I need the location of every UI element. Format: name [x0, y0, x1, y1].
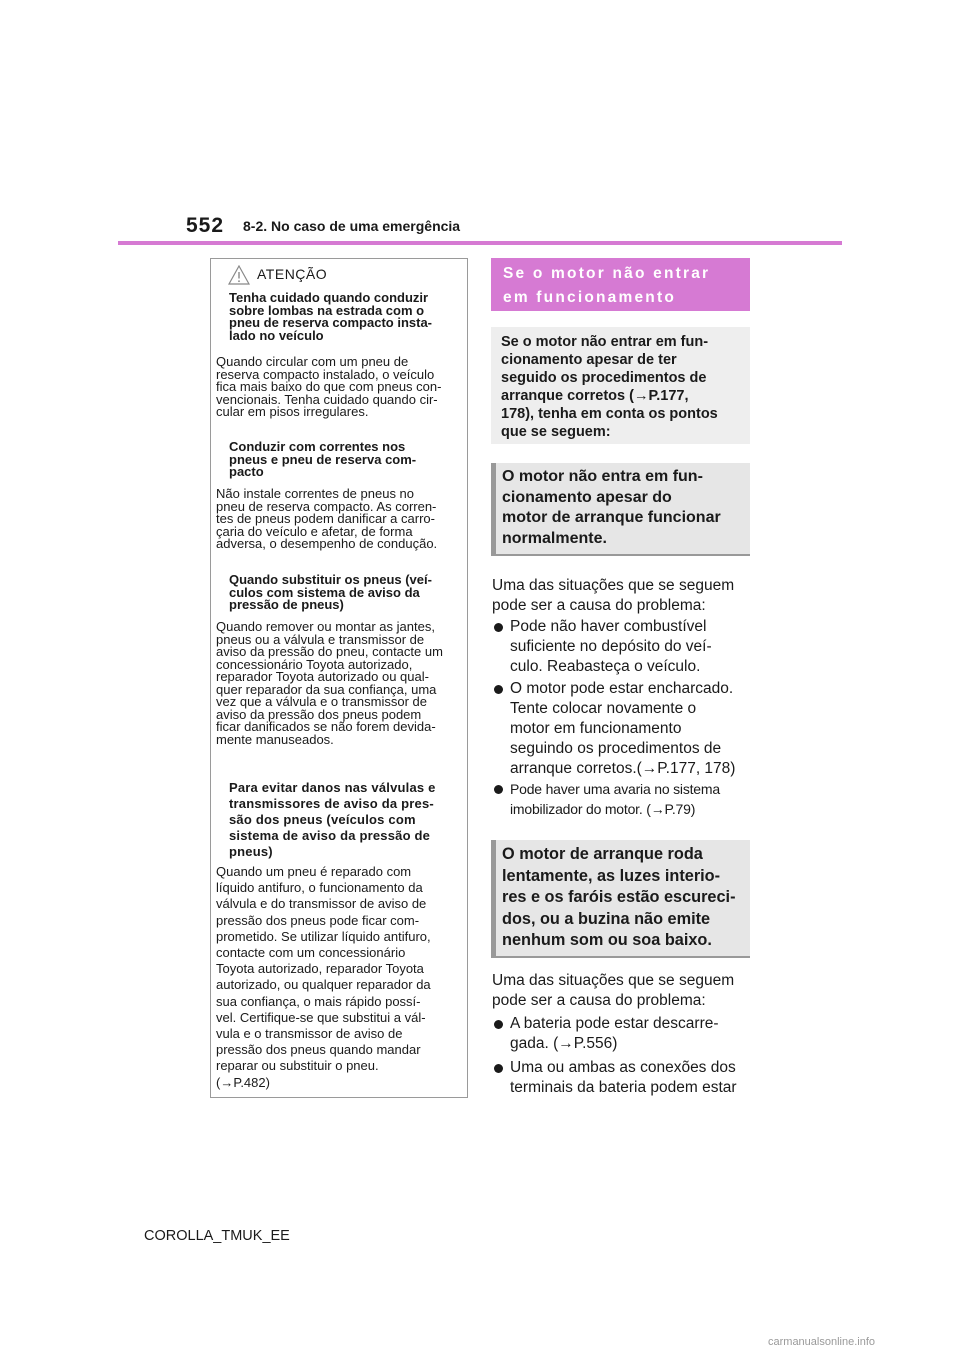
text-line: (→P.482) [216, 1074, 270, 1090]
warning-header [211, 259, 467, 289]
text-line: Para evitar danos nas válvulas e [229, 780, 436, 795]
text-line: culo. Reabasteça o veículo. [510, 658, 701, 675]
text-line: arranque corretos.(→P.177, 178) [510, 760, 736, 777]
text-line: lado no veículo [229, 327, 324, 343]
text-line: ficar danificados se não forem devida- [216, 719, 436, 734]
warning-subheading-speed-bumps [229, 292, 461, 342]
warning-paragraph-speed-bumps [216, 356, 466, 419]
intro-box [491, 327, 750, 444]
text-line: pode ser a causa do problema: [492, 597, 706, 614]
banner-line: Se o motor não entrar [503, 265, 711, 282]
text-line: cionamento apesar do [502, 488, 672, 506]
text-line: O motor pode estar encharcado. [510, 680, 734, 697]
text-line: adversa, o desempenho de condução. [216, 536, 438, 551]
text-line: válvula e do transmissor de aviso de [216, 896, 427, 912]
text-line: gada. (→P.556) [510, 1035, 618, 1052]
text-line: Quando remover ou montar as jantes, [216, 619, 435, 634]
warning-triangle-icon [228, 265, 250, 285]
text-line: sobre lombas na estrada com o [229, 302, 425, 318]
warning-label: ATENÇÃO [257, 266, 328, 282]
text-line: pressão de pneus) [229, 597, 344, 612]
text-line: tes de pneus podem danificar a carro- [216, 511, 435, 526]
list-item-text [510, 679, 735, 779]
text-line: aviso da pressão do pneu, contacte um [216, 644, 443, 659]
text-line: contacte com um concessionário [216, 945, 406, 961]
watermark: carmanualsonline.info [768, 1336, 876, 1348]
text-line: vez que a válvula e o transmissor de [216, 694, 427, 709]
section-banner [491, 258, 750, 311]
causes-intro-2 [492, 971, 754, 1011]
text-line: imobilizador do motor. (→P.79) [510, 801, 696, 817]
text-line: pneu de reserva compacto insta- [229, 315, 433, 330]
text-line: Não instale correntes de pneus no [216, 486, 415, 501]
bullet-icon [494, 785, 503, 794]
warning-paragraph-valve-damage [216, 864, 466, 1091]
text-line: pneus) [229, 844, 273, 859]
warning-box [210, 258, 468, 1098]
text-line: reserva compacto instalado, o veículo [216, 366, 435, 382]
text-line: pneus e pneu de reserva com- [229, 451, 417, 467]
text-line: pode ser a causa do problema: [492, 992, 706, 1009]
text-line: lentamente, as luzes interio- [502, 866, 721, 885]
text-line: O motor não entra em fun- [502, 468, 703, 485]
subheading-slow-starter [491, 840, 750, 958]
text-line: que se seguem: [501, 424, 611, 440]
list-item-text [510, 1058, 737, 1098]
text-line: concessionário Toyota autorizado, [216, 656, 413, 672]
list-item-text [510, 617, 712, 677]
text-line: normalmente. [502, 529, 607, 547]
text-line: cionamento apesar de ter [501, 352, 677, 368]
text-line: prometido. Se utilizar líquido antifuro, [216, 928, 431, 944]
text-line: fica mais baixo do que com pneus con- [216, 379, 442, 394]
text-line: culos com sistema de aviso da [229, 584, 420, 600]
bullet-icon [494, 1064, 503, 1073]
text-line: sistema de aviso da pressão de [229, 828, 431, 843]
text-line: pneu de reserva compacto. As corren- [216, 498, 437, 514]
text-line: çaria do veículo e afetar, de forma [216, 523, 413, 539]
text-line: res e os faróis estão escureci- [502, 888, 736, 906]
text-line: vencionais. Tenha cuidado quando cir- [216, 391, 438, 407]
text-line: pressão dos pneus quando mandar [216, 1042, 421, 1058]
bullet-icon [494, 623, 503, 632]
warning-paragraph-tire-replacement [216, 621, 466, 746]
text-line: motor de arranque funcionar [502, 509, 721, 526]
text-line: aviso da pressão dos pneus podem [216, 706, 422, 722]
text-line: suficiente no depósito do veí- [510, 638, 712, 655]
text-line: transmissores de aviso da pres- [229, 796, 434, 811]
text-line: pneus ou a válvula e transmissor de [216, 631, 425, 647]
warning-subheading-tire-replacement [229, 574, 461, 612]
text-line: dos, ou a buzina não emite [502, 909, 711, 928]
text-line: reparador Toyota autorizado ou qual- [216, 669, 429, 684]
bullet-icon [494, 685, 503, 694]
text-line: arranque corretos (→P.177, [501, 388, 689, 404]
text-line: O motor de arranque roda [502, 845, 703, 863]
list-item-text [510, 1014, 719, 1054]
text-line: Pode haver uma avaria no sistema [510, 781, 720, 797]
text-line: sua confiança, o mais rápido possí- [216, 993, 421, 1009]
subheading-engine-not-starting [491, 463, 750, 556]
text-line: nenhum som ou soa baixo. [502, 931, 712, 949]
text-line: seguindo os procedimentos de [510, 740, 722, 757]
text-line: líquido antifuro, o funcionamento da [216, 880, 423, 896]
text-line: Se o motor não entrar em fun- [501, 334, 709, 350]
text-line: quer reparador da sua confiança, uma [216, 681, 437, 697]
text-line: reparar ou substituir o pneu. [216, 1058, 379, 1074]
text-line: vel. Certifique-se que substitui a vál- [216, 1009, 426, 1025]
text-line: pacto [229, 464, 264, 479]
text-line: motor em funcionamento [510, 720, 682, 737]
text-line: Uma das situações que se seguem [492, 577, 735, 594]
text-line: Toyota autorizado, reparador Toyota [216, 961, 424, 977]
bullet-icon [494, 1020, 503, 1029]
text-line: terminais da bateria podem estar [510, 1079, 737, 1096]
warning-subheading-valve-damage [229, 780, 461, 860]
text-line: Tenha cuidado quando conduzir [229, 290, 429, 305]
text-line: autorizado, ou qualquer reparador da [216, 977, 431, 993]
text-line: 178), tenha em conta os pontos [501, 406, 718, 422]
text-line: Uma ou ambas as conexões dos [510, 1059, 736, 1076]
text-line: vula e o transmissor de aviso de [216, 1026, 403, 1042]
warning-paragraph-chains [216, 488, 466, 551]
page-number: 552 [186, 214, 225, 237]
document-code: COROLLA_TMUK_EE [144, 1228, 290, 1244]
text-line: Quando circular com um pneu de [216, 354, 409, 369]
banner-line: em funcionamento [503, 289, 676, 306]
list-item-text [510, 779, 720, 819]
causes-intro-1 [492, 576, 754, 616]
header-divider [118, 241, 842, 245]
text-line: seguido os procedimentos de [501, 370, 707, 386]
text-line: Uma das situações que se seguem [492, 972, 735, 989]
section-title: 8-2. No caso de uma emergência [243, 218, 461, 234]
text-line: Quando substituir os pneus (veí- [229, 572, 432, 587]
text-line: pressão dos pneus pode ficar com- [216, 912, 420, 928]
text-line: Pode não haver combustível [510, 618, 707, 635]
text-line: Tente colocar novamente o [510, 700, 697, 717]
warning-subheading-chains [229, 441, 461, 479]
text-line: mente manuseados. [216, 731, 334, 747]
text-line: são dos pneus (veículos com [229, 812, 416, 827]
text-line: cular em pisos irregulares. [216, 404, 369, 419]
text-line: Quando um pneu é reparado com [216, 864, 412, 879]
text-line: A bateria pode estar descarre- [510, 1015, 719, 1032]
text-line: Conduzir com correntes nos [229, 439, 406, 454]
